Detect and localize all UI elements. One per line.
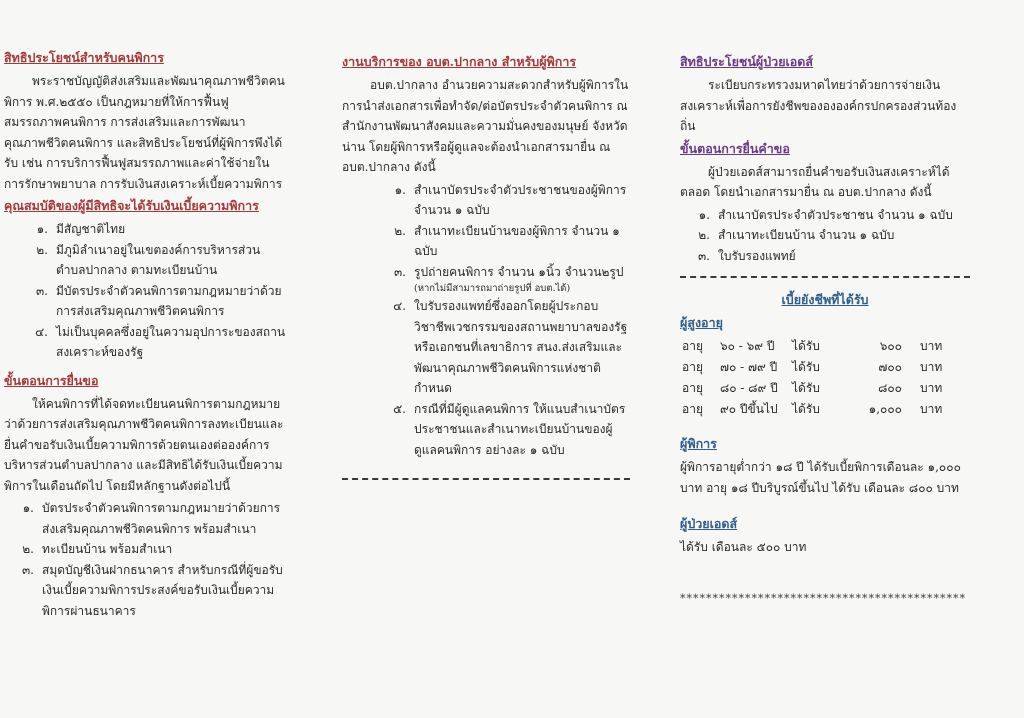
hiv-allowance-text: ได้รับ เดือนละ ๕๐๐ บาท [680,540,807,554]
table-row: อายุ ๖๐ - ๖๙ ปี ได้รับ ๖๐๐ บาท [682,339,943,353]
table-row: อายุ ๗๐ - ๗๙ ปี ได้รับ ๗๐๐ บาท [682,360,943,374]
photo-note: (หากไม่มีสามารถมาถ่ายรูปที่ อบต.ได้) [414,283,571,294]
disabled-heading: ผู้พิการ [680,436,717,451]
qualification-list [4,219,286,363]
hiv-benefit-heading: สิทธิประโยชน์ผู้ป่วยเอดส์ [680,54,814,69]
hiv-steps-text: ผู้ป่วยเอดส์สามารถยื่นคำขอรับเงินสงเคราะห์ได้ตลอด โดยนำเอกสารมายื่น ณ อบต.ปากลาง ดังนี้ [680,164,950,199]
column-disability-benefits [0,0,300,718]
services-docs-list [342,180,630,461]
table-row: อายุ ๙๐ ปีขึ้นไป ได้รับ ๑,๐๐๐ บาท [682,402,943,416]
steps-heading: ขั้นตอนการยื่นขอ [4,372,99,388]
list-item: ๑. มีสัญชาติไทย [36,222,126,236]
benefit-heading: สิทธิประโยชน์สำหรับคนพิการ [4,50,164,65]
list-item: ๑. สำเนาบัตรประจำตัวประชาชนของผู้พิการ จำนวน ๑ ฉบับ [394,182,627,217]
hiv-docs-list [680,205,970,267]
list-item: ๔. ใบรับรองแพทย์ซึ่งออกโดยผู้ประกอบวิชาชีพเวชกรรมของสถานพยาบาลของรัฐหรือเอกชนที่เลขาธิการ สนง.ส่งเสริมและพัฒนาคุณภาพชีวิตคนพิการแห่งชาติกำหนด [393,299,628,395]
services-heading: งานบริการของ อบต.ปากลาง สำหรับผู้พิการ [342,54,577,69]
list-item: ๔. ไม่เป็นบุคคลซึ่งอยู่ในความอุปการะของสถานสงเคราะห์ของรัฐ [35,324,286,359]
required-docs-list [4,498,286,621]
benefit-text: พระราชบัญญัติส่งเสริมและพัฒนาคุณภาพชีวิตคนพิการ พ.ศ.๒๕๕๐ เป็นกฎหมายที่ให้การฟื้นฟูสมรรถภาพคนพิการ การส่งเสริมและการพัฒนาคุณภาพชีวิตคนพิการ และสิทธิประโยชน์ที่ผู้พิการพึงได้รับ เช่น การบริการฟื้นฟูสมรรถภาพและค่าใช้จ่ายในการรักษาพยาบาล การรับเงินสงเคราะห์เบี้ยความพิการ [4,74,285,191]
qualification-heading: คุณสมบัติของผู้มีสิทธิจะได้รับเงินเบี้ยความพิการ [4,198,259,213]
list-item: ๓. สมุดบัญชีเงินฝากธนาคาร สำหรับกรณีที่ผู้ขอรับเงินเบี้ยความพิการประสงค์ขอรับเงินเบี้ยความพิการผ่านธนาคาร [21,562,283,618]
allowance-heading: เบี้ยยังชีพที่ได้รับ [781,292,869,307]
disabled-text: ผู้พิการอายุต่ำกว่า ๑๘ ปี ได้รับเบี้ยพิการเดือนละ ๑,๐๐๐ บาท อายุ ๑๘ ปีบริบูรณ์ขึ้นไป ได้รับ เดือนละ ๘๐๐ บาท [680,460,961,495]
elderly-rates [680,336,970,420]
hiv-allowance-heading: ผู้ป่วยเอดส์ [680,516,738,531]
elderly-heading: ผู้สูงอายุ [680,315,723,330]
steps-text: ให้คนพิการที่ได้จดทะเบียนคนพิการตามกฎหมายว่าด้วยการส่งเสริมคุณภาพชีวิตคนพิการลงทะเบียนและยื่นคำขอรับเงินเบี้ยความพิการด้วยตนเองต่อองค์การบริหารส่วนตำบลปากลาง และมีสิทธิได้รับเงินเบี้ยความพิการในเดือนถัดไป โดยมีหลักฐานดังต่อไปนี้ [4,396,284,493]
list-item: ๑. บัตรประจำตัวคนพิการตามกฎหมายว่าด้วยการส่งเสริมคุณภาพชีวิตคนพิการ พร้อมสำเนา [22,501,281,536]
star-divider: ******************************************** [680,591,966,605]
list-item: ๓. ใบรับรองแพทย์ [697,248,796,263]
services-intro: อบต.ปากลาง อำนวยความสะดวกสำหรับผู้พิการในการนำส่งเอกสารเพื่อทำจัด/ต่อบัตรประจำตัวคนพิการ ณ สำนักงานพัฒนาสังคมและความมั่นคงของมนุษย์ จังหวัดน่าน โดยผู้พิการหรือผู้ดูแลจะต้องนำเอกสารมายื่น ณ อบต.ปากลาง ดังนี้ [342,78,629,174]
column-tao-services [336,0,636,718]
list-item: ๕. กรณีที่มีผู้ดูแลคนพิการ ให้แนบสำเนาบัตรประชาชนและสำเนาทะเบียนบ้านของผู้ดูแลคนพิการ อย่างละ ๑ ฉบับ [393,401,626,457]
column-hiv-allowance [676,0,976,718]
table-row: อายุ ๘๐ - ๘๙ ปี ได้รับ ๘๐๐ บาท [682,381,943,395]
hiv-steps-heading: ขั้นตอนการยื่นคำขอ [680,140,790,156]
list-item: ๑. สำเนาบัตรประจำตัวประชาชน จำนวน ๑ ฉบับ [698,207,953,222]
list-item: ๒. สำเนาทะเบียนบ้าน จำนวน ๑ ฉบับ [698,228,895,242]
hiv-benefit-text: ระเบียบกระทรวงมหาดไทยว่าด้วยการจ่ายเงินสงเคราะห์เพื่อการยังชีพของององค์กรปกครองส่วนท้องถิ่น [680,78,957,133]
divider [680,276,970,278]
list-item: ๒. สำเนาทะเบียนบ้านของผู้พิการ จำนวน ๑ ฉบับ [394,223,620,258]
list-item: ๓. รูปถ่ายคนพิการ จำนวน ๑นิ้ว จำนวน๒รูป (หากไม่มีสามารถมาถ่ายรูปที่ อบต.ได้) [342,262,630,297]
divider [342,478,630,480]
list-item: ๒. ทะเบียนบ้าน พร้อมสำเนา [22,542,173,556]
list-item: ๒. มีภูมิลำเนาอยู่ในเขตองค์การบริหารส่วนตำบลปากลาง ตามทะเบียนบ้าน [36,242,261,277]
list-item: ๓. มีบัตรประจำตัวคนพิการตามกฎหมายว่าด้วยการส่งเสริมคุณภาพชีวิตคนพิการ [35,283,282,318]
